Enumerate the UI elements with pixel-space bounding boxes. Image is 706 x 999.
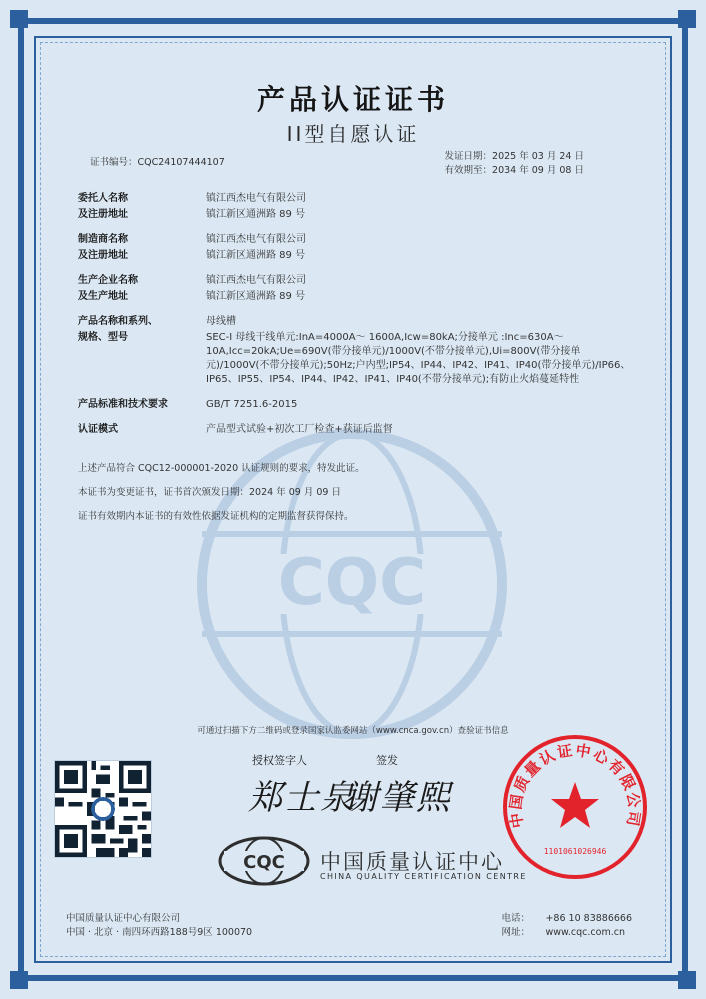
certificate-page [42,44,664,955]
factory-label: 生产企业名称 [78,275,138,286]
standard-label: 产品标准和技术要求 [78,399,168,410]
corner-ornament [678,10,696,28]
certificate-number [90,154,225,168]
tel-label: 电话： [501,913,530,924]
certificate-number-value: CQC24107444107 [137,157,225,168]
expiry-date-label: 有效期至： [444,165,493,176]
mode-label: 认证模式 [78,424,118,435]
spec-line: 10A,Icc=20kA;Ue=690V(带分接单元)/1000V(不带分接单元),Ui=800V(带分接单 [206,346,581,357]
issuer-label: 签发 [376,754,398,767]
corner-ornament [10,971,28,989]
seal-code: 1101061026946 [543,847,607,856]
verify-note: 可通过扫描下方二维码或登录国家认监委网站（www.cnca.gov.cn）查验证书信息 [197,726,509,736]
tel-value: +86 10 83886666 [545,913,632,924]
certificate-dates [445,150,584,178]
manufacturer-name: 镇江西杰电气有限公司 [206,234,306,245]
certificate-info [78,192,638,439]
issue-date: 2025 年 03 月 24 日 [492,151,584,162]
manufacturer-address-label: 及注册地址 [78,250,128,261]
factory-address-label: 及生产地址 [78,291,128,302]
corner-ornament [10,10,28,28]
product-name: 母线槽 [206,316,236,327]
cqc-logo-mark: CQC [243,852,285,873]
cqc-name-en: CHINA QUALITY CERTIFICATION CENTRE [320,872,527,881]
certificate-subtitle: II型自愿认证 [286,122,420,146]
certificate-title: 产品认证证书 [256,83,449,116]
product-label: 产品名称和系列、 [78,316,158,327]
spec-line: IP65、IP55、IP54、IP44、IP42、IP41、IP40(不带分接单元);有防止火焰蔓延特性 [206,374,580,385]
statement-line: 本证书为变更证书，证书首次颁发日期：2024 年 09 月 09 日 [78,487,341,498]
statement-line: 上述产品符合 CQC12-000001-2020 认证规则的要求，特发此证。 [78,463,365,474]
spec-label: 规格、型号 [78,332,128,343]
qr-code-icon[interactable] [54,760,152,858]
issue-date-label: 发证日期： [444,151,493,162]
spec-line: 元)/1000V(不带分接单元);50Hz;户内型;IP54、IP44、IP42、IP41、IP40(带分接单元)/IP66、 [206,360,631,371]
factory-address: 镇江新区通洲路 89 号 [206,291,306,302]
standard-value: GB/T 7251.6-2015 [206,399,298,410]
authorized-signer-label: 授权签字人 [252,754,307,767]
certificate-number-label: 证书编号： [90,157,138,168]
spec-line: SEC-I 母线干线单元:InA=4000A～ 1600A,Icw=80kA;分接单元 :Inc=630A～ [206,332,564,343]
spec-text [206,331,638,387]
web-link[interactable]: www.cqc.com.cn [545,927,625,938]
footer-address: 中国 · 北京 · 南四环西路188号9区 100070 [66,927,253,938]
client-address-label: 及注册地址 [78,209,128,220]
expiry-date: 2034 年 09 月 08 日 [492,165,584,176]
web-label: 网址： [501,927,530,938]
client-address: 镇江新区通洲路 89 号 [206,209,306,220]
cqc-logo-icon [218,836,310,886]
mode-value: 产品型式试验+初次工厂检查+获证后监督 [206,424,393,435]
manufacturer-address: 镇江新区通洲路 89 号 [206,250,306,261]
issuer-signature: 谢肇熙 [344,778,452,818]
client-name: 镇江西杰电气有限公司 [206,193,306,204]
statements [78,462,365,534]
footer-company: 中国质量认证中心有限公司 [66,913,181,924]
corner-ornament [678,971,696,989]
manufacturer-label: 制造商名称 [78,234,128,245]
statement-line: 证书有效期内本证书的有效性依据发证机构的定期监督获得保持。 [78,511,354,522]
svg-text:CQC: CQC [277,546,427,620]
seal-text: 中国质量认证中心有限公司 [506,741,644,830]
authorized-signature: 郑士泉 [248,778,356,818]
official-seal-icon [500,732,650,882]
cqc-name-cn: 中国质量认证中心 [320,850,504,874]
factory-name: 镇江西杰电气有限公司 [206,275,306,286]
client-label: 委托人名称 [78,193,128,204]
